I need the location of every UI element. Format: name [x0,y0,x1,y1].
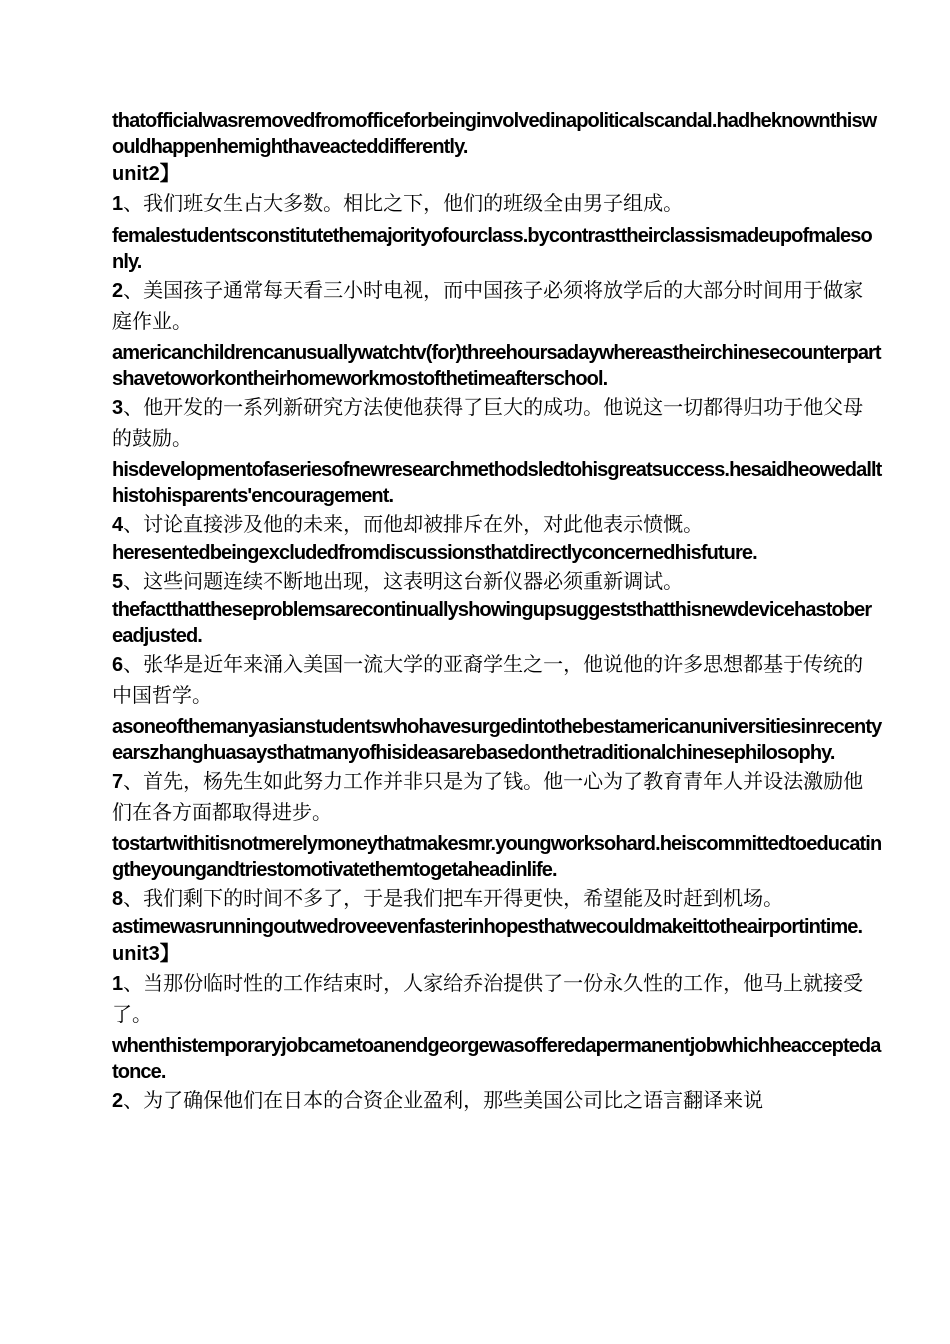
english-translation: tostartwithitisnotmerelymoneythatmakesmr.youngworksohard.heiscommittedtoeducatingtheyoungandtriestomotivatethemtogetaheadinlife. [112,833,882,881]
english-translation-continued: eadjusted. [112,625,202,647]
chinese-text: 、讨论直接涉及他的未来，而他却被排斥在外，对此他表示愤慨。 [123,512,704,536]
english-translation: whenthistemporaryjobcametoanendgeorgewasofferedapermanentjobwhichheacceptedatonce. [112,1035,881,1083]
english-translation: americanchildrencanusuallywatchtv(for)threehoursadaywhereastheirchinesecounterpartshavetoworkontheirhomeworkmostofthetimeafterschool. [112,342,881,390]
english-translation: asoneofthemanyasianstudentswhohavesurgedintothebestamericanuniversitiesinrecentyearszhanghuasaysthatmanyofhisideasarebasedonthetraditionalchinesephilosophy. [112,716,882,764]
item-number: 2 [112,1090,124,1112]
chinese-sentence [112,968,882,1029]
unit3-item-2 [112,1085,882,1116]
chinese-sentence [112,649,882,710]
chinese-text: 、首先，杨先生如此努力工作并非只是为了钱。他一心为了教育青年人并设法激励他们在各方面都取得进步。 [112,769,864,824]
chinese-sentence [112,1085,882,1116]
chinese-sentence [112,566,882,597]
unit2-heading: unit2】 [112,163,180,185]
chinese-text: 、我们剩下的时间不多了，于是我们把车开得更快，希望能及时赶到机场。 [123,886,784,910]
item-number: 2 [112,280,124,302]
unit2-item-8 [112,883,882,940]
chinese-text: 、这些问题连续不断地出现，这表明这台新仪器必须重新调试。 [123,569,684,593]
chinese-text: 、为了确保他们在日本的合资企业盈利，那些美国公司比之语言翻译来说 [123,1088,764,1112]
english-translation: astimewasrunningoutwedroveevenfasterinhopesthatwecouldmakeittotheairportintime. [112,916,863,938]
chinese-sentence [112,275,882,336]
chinese-sentence [112,392,882,453]
unit2-item-6 [112,649,882,766]
english-translation: thefactthattheseproblemsarecontinuallyshowingupsuggeststhatthisnewdevicehastober [112,599,872,621]
chinese-text: 、当那份临时性的工作结束时，人家给乔治提供了一份永久性的工作，他马上就接受了。 [112,971,864,1026]
unit2-item-3 [112,392,882,509]
chinese-text: 、张华是近年来涌入美国一流大学的亚裔学生之一，他说他的许多思想都基于传统的中国哲学。 [112,652,864,707]
item-number: 3 [112,397,124,419]
item-number: 1 [112,193,124,215]
english-translation: heresentedbeingexcludedfromdiscussionsthatdirectlyconcernedhisfuture. [112,542,757,564]
item-number: 6 [112,654,124,676]
intro-english-text: thatofficialwasremovedfromofficeforbeinginvolvedinapoliticalscandal.hadheknownthiswouldhappenhemighthaveacteddifferently. [112,110,877,158]
unit3-heading: unit3】 [112,943,180,965]
chinese-text: 、他开发的一系列新研究方法使他获得了巨大的成功。他说这一切都得归功于他父母的鼓励。 [112,395,864,450]
chinese-sentence [112,509,882,540]
chinese-text: 、我们班女生占大多数。相比之下，他们的班级全由男子组成。 [123,191,684,215]
item-number: 5 [112,571,124,593]
item-number: 4 [112,514,124,536]
unit2-item-2 [112,275,882,392]
unit2-item-4 [112,509,882,566]
english-translation: femalestudentsconstitutethemajorityofourclass.bycontrasttheirclassismadeupofmalesonly. [112,225,872,273]
english-translation: hisdevelopmentofaseriesofnewresearchmethodsledtohisgreatsuccess.hesaidheowedallthistohisparents'encouragement. [112,459,882,507]
chinese-text: 、美国孩子通常每天看三小时电视，而中国孩子必须将放学后的大部分时间用于做家庭作业。 [112,278,864,333]
unit3-item-1 [112,968,882,1085]
unit2-item-1 [112,188,882,275]
chinese-sentence [112,883,882,914]
document-page [112,108,882,1116]
item-number: 1 [112,973,124,995]
chinese-sentence [112,766,882,827]
unit2-item-5 [112,566,882,649]
chinese-sentence [112,188,882,219]
unit2-item-7 [112,766,882,883]
item-number: 8 [112,888,124,910]
item-number: 7 [112,771,124,793]
